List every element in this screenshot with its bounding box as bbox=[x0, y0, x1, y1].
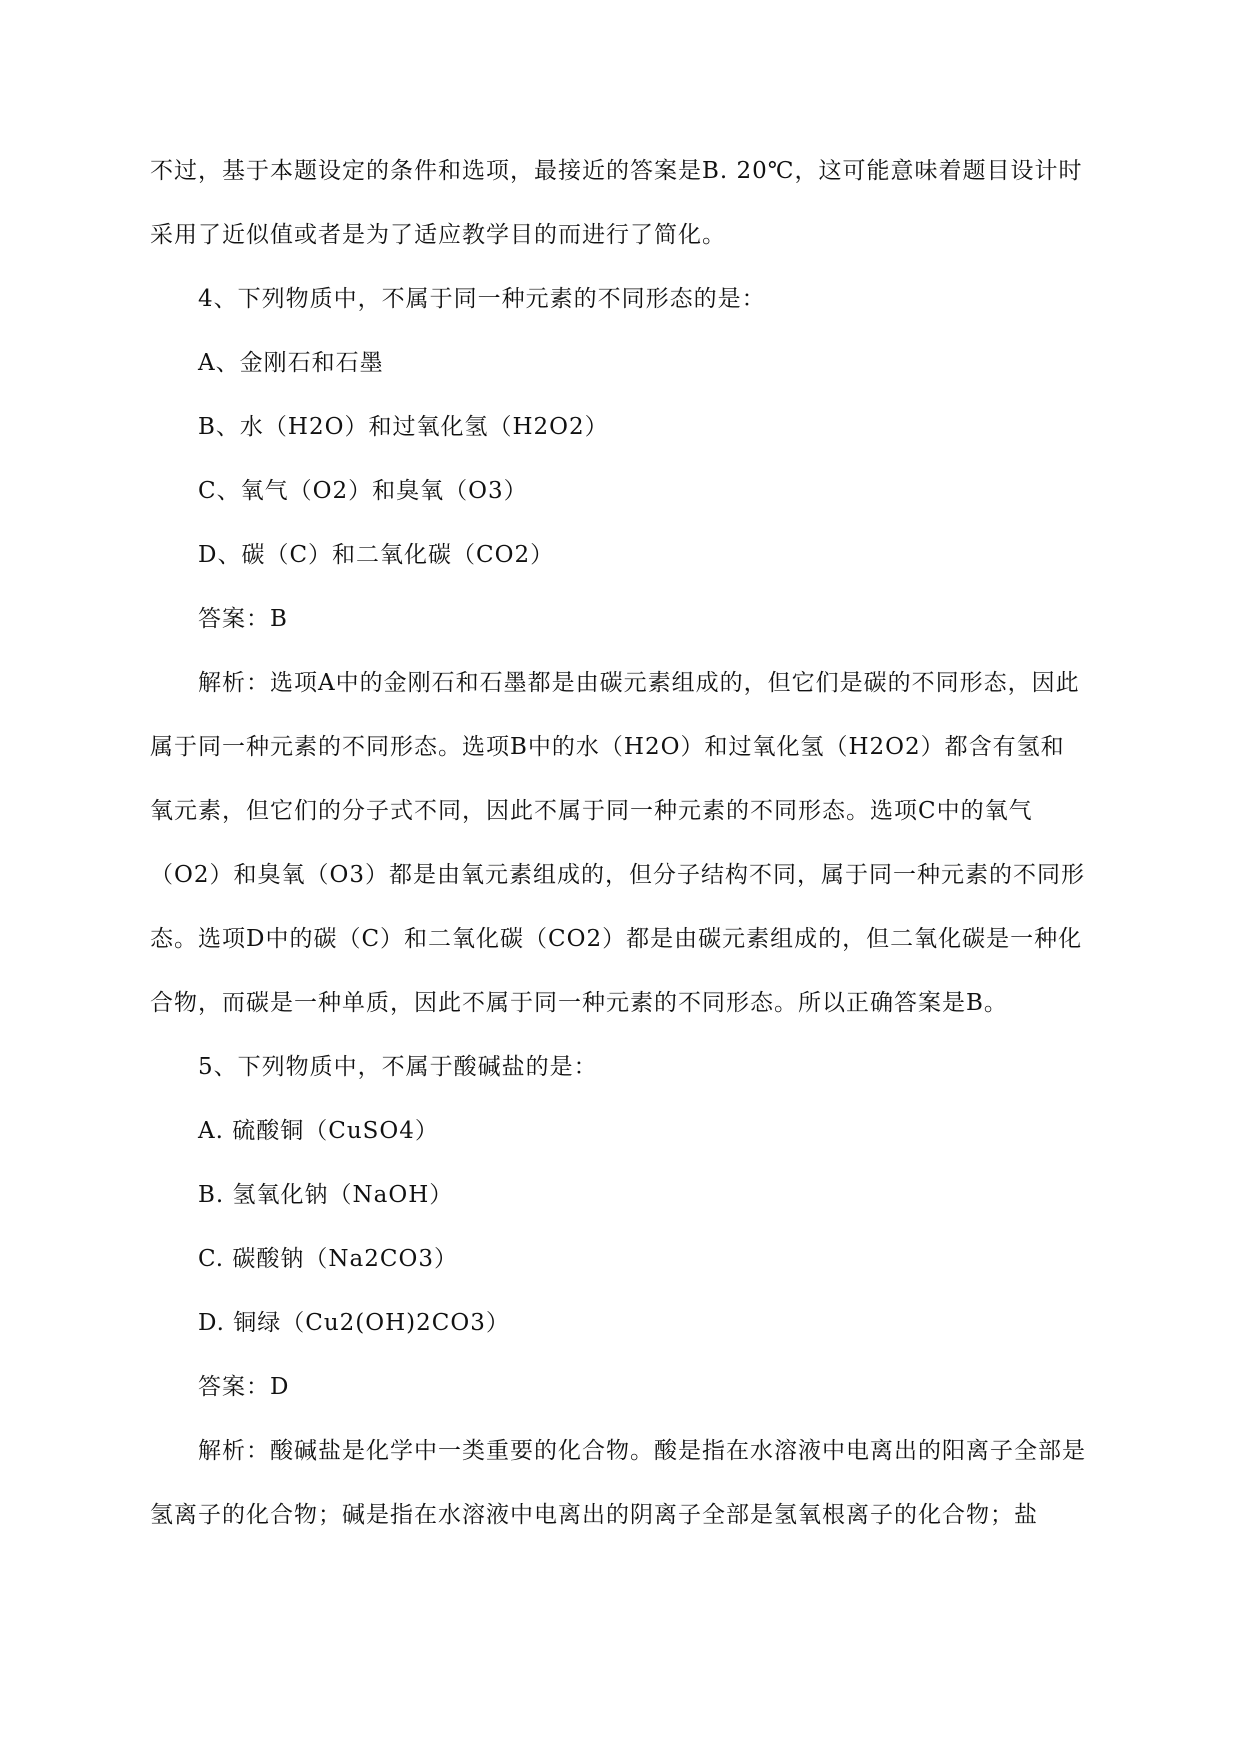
paragraph-previous-explanation-end: 不过，基于本题设定的条件和选项，最接近的答案是B. 20℃，这可能意味着题目设计时采用了近似值或者是为了适应教学目的而进行了简化。 bbox=[150, 158, 1083, 248]
question-4-explanation: 解析：选项A中的金刚石和石墨都是由碳元素组成的，但它们是碳的不同形态，因此属于同一种元素的不同形态。选项B中的水（H2O）和过氧化氢（H2O2）都含有氢和氧元素，但它们的分子式不同，因此不属于同一种元素的不同形态。选项C中的氧气（O2）和臭氧（O3）都是由氧元素组成的，但分子结构不同，属于同一种元素的不同形态。选项D中的碳（C）和二氧化碳（CO2）都是由碳元素组成的，但二氧化碳是一种化合物，而碳是一种单质，因此不属于同一种元素的不同形态。所以正确答案是B。 bbox=[150, 670, 1085, 1016]
question-5-option-d: D. 铜绿（Cu2(OH)2CO3） bbox=[198, 1310, 510, 1336]
question-4-option-b: B、水（H2O）和过氧化氢（H2O2） bbox=[198, 414, 609, 440]
question-4-option-d: D、碳（C）和二氧化碳（CO2） bbox=[198, 542, 555, 568]
question-4-option-a: A、金刚石和石墨 bbox=[198, 350, 384, 376]
question-5-stem: 5、下列物质中，不属于酸碱盐的是： bbox=[198, 1054, 598, 1080]
question-4-option-c: C、氧气（O2）和臭氧（O3） bbox=[198, 478, 528, 504]
question-4-answer: 答案：B bbox=[198, 606, 288, 632]
question-5-answer: 答案：D bbox=[198, 1374, 290, 1400]
document-body bbox=[150, 139, 1088, 1547]
question-5-option-b: B. 氢氧化钠（NaOH） bbox=[198, 1182, 454, 1208]
question-5-explanation: 解析：酸碱盐是化学中一类重要的化合物。酸是指在水溶液中电离出的阳离子全部是氢离子的化合物；碱是指在水溶液中电离出的阴离子全部是氢氧根离子的化合物；盐 bbox=[150, 1438, 1086, 1528]
question-5-option-c: C. 碳酸钠（Na2CO3） bbox=[198, 1246, 458, 1272]
question-4-stem: 4、下列物质中，不属于同一种元素的不同形态的是： bbox=[198, 286, 766, 312]
question-5-option-a: A. 硫酸铜（CuSO4） bbox=[198, 1118, 439, 1144]
